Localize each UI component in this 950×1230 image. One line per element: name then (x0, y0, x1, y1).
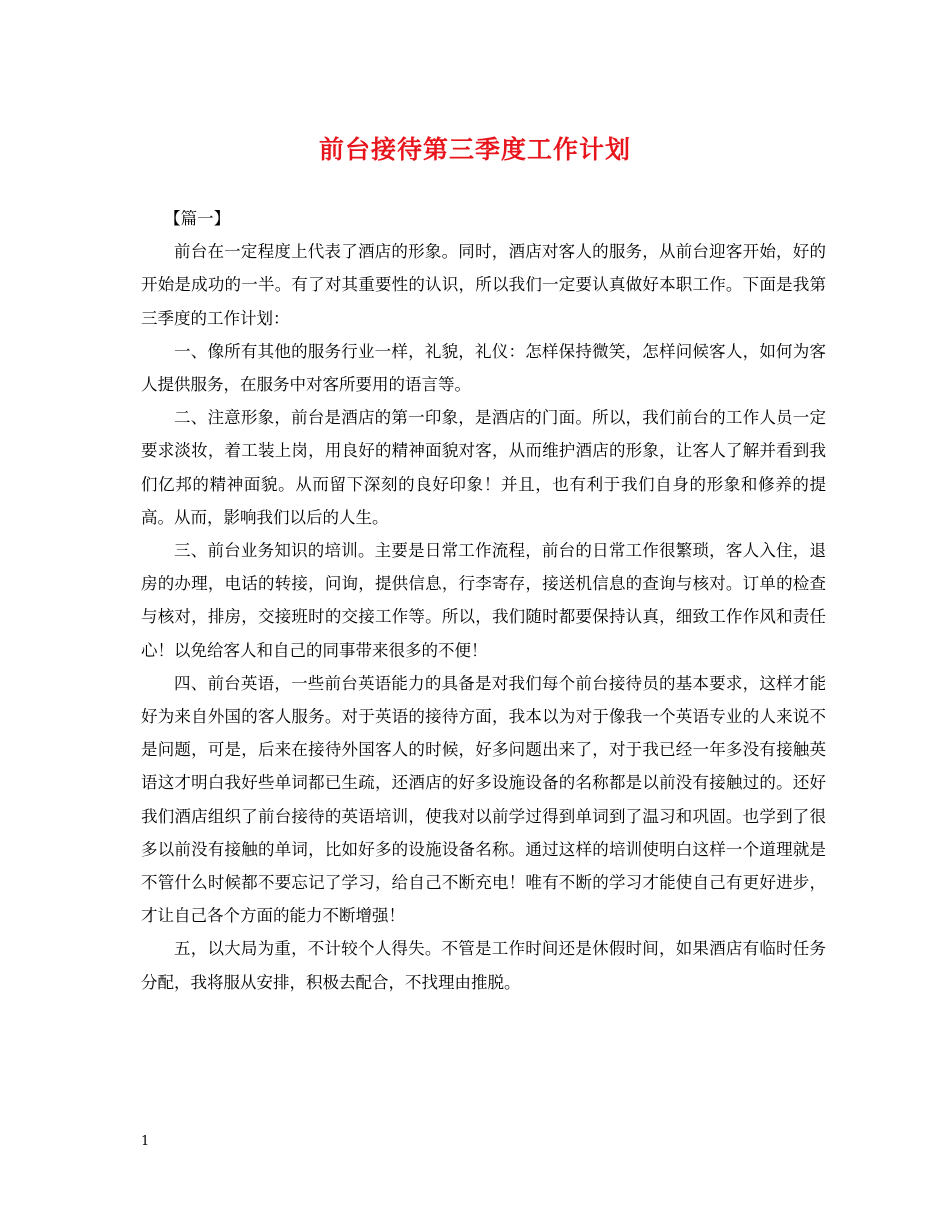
paragraph-item-3: 三、前台业务知识的培训。主要是日常工作流程，前台的日常工作很繁琐，客人入住，退房的办理，电话的转接，问询，提供信息，行李寄存，接送机信息的查询与核对。订单的检查与核对，排房，交接班时的交接工作等。所以，我们随时都要保持认真，细致工作作风和责任心！以免给客人和自己的同事带来很多的不便！ (141, 541, 826, 660)
page-number: 1 (141, 1134, 150, 1149)
paragraph-item-2: 二、注意形象，前台是酒店的第一印象，是酒店的门面。所以，我们前台的工作人员一定要求淡妆，着工装上岗，用良好的精神面貌对客，从而维护酒店的形象，让客人了解并看到我们亿邦的精神面貌。从而留下深刻的良好印象！并且，也有利于我们自身的形象和修养的提高。从而，影响我们以后的人生。 (141, 408, 826, 527)
document-title: 前台接待第三季度工作计划 (318, 135, 631, 164)
paragraph-item-5: 五，以大局为重，不计较个人得失。不管是工作时间还是休假时间，如果酒店有临时任务分配，我将服从安排，积极去配合，不找理由推脱。 (141, 939, 826, 992)
document-body (141, 202, 826, 999)
section-label: 【篇一】 (164, 209, 231, 228)
paragraph-item-1: 一、像所有其他的服务行业一样，礼貌，礼仪：怎样保持微笑，怎样问候客人，如何为客人提供服务，在服务中对客所要用的语言等。 (141, 341, 826, 395)
paragraph-item-4: 四、前台英语，一些前台英语能力的具备是对我们每个前台接待员的基本要求，这样才能好为来自外国的客人服务。对于英语的接待方面，我本以为对于像我一个英语专业的人来说不是问题，可是，后来在接待外国客人的时候，好多问题出来了，对于我已经一年多没有接触英语这才明白我好些单词都已生疏，还酒店的好多设施设备的名称都是以前没有接触过的。还好我们酒店组织了前台接待的英语培训，使我对以前学过得到单词到了温习和巩固。也学到了很多以前没有接触的单词，比如好多的设施设备名称。通过这样的培训使明白这样一个道理就是不管什么时候都不要忘记了学习，给自己不断充电！唯有不断的学习才能使自己有更好进步，才让自己各个方面的能力不断增强！ (141, 673, 826, 926)
paragraph-intro: 前台在一定程度上代表了酒店的形象。同时，酒店对客人的服务，从前台迎客开始，好的开始是成功的一半。有了对其重要性的认识，所以我们一定要认真做好本职工作。下面是我第三季度的工作计划： (141, 242, 826, 328)
